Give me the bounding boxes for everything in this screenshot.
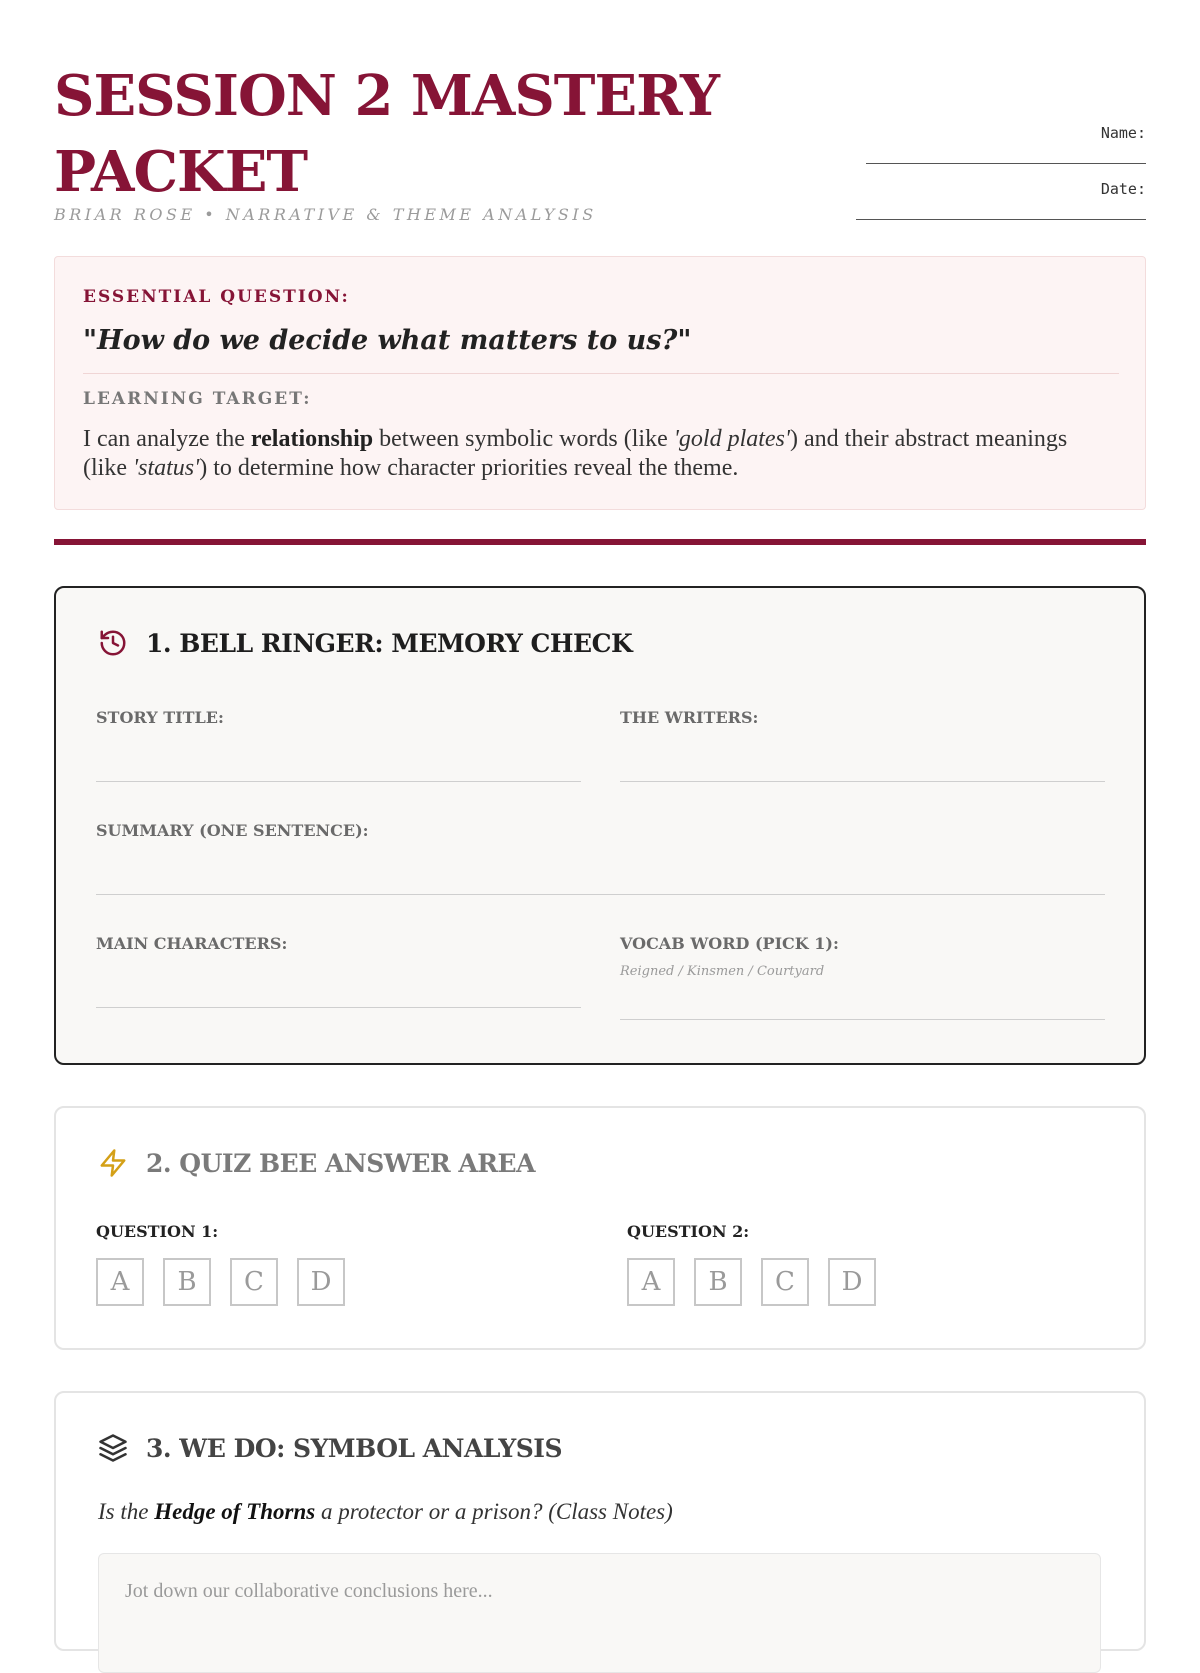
bell-ringer-card xyxy=(54,586,1146,1065)
vocab-word-label: VOCAB WORD (PICK 1): xyxy=(620,934,839,953)
question-2-label: QUESTION 2: xyxy=(627,1222,750,1241)
question-1-choice-a[interactable]: A xyxy=(96,1258,144,1306)
vocab-word-input[interactable] xyxy=(620,1019,1105,1020)
summary-input[interactable] xyxy=(96,894,1105,895)
question-1-choice-d[interactable]: D xyxy=(297,1258,345,1306)
writers-input[interactable] xyxy=(620,781,1105,782)
summary-label: SUMMARY (ONE SENTENCE): xyxy=(96,821,369,840)
quiz-bee-card xyxy=(54,1106,1146,1350)
learning-target-label: LEARNING TARGET: xyxy=(83,389,312,409)
divider xyxy=(83,373,1119,374)
symbol-analysis-card xyxy=(54,1391,1146,1651)
writers-label: THE WRITERS: xyxy=(620,708,759,727)
question-1-choice-c[interactable]: C xyxy=(230,1258,278,1306)
main-characters-label: MAIN CHARACTERS: xyxy=(96,934,288,953)
essential-question-label: ESSENTIAL QUESTION: xyxy=(83,287,350,307)
class-notes-textarea[interactable]: Jot down our collaborative conclusions here... xyxy=(98,1553,1101,1673)
story-title-label: STORY TITLE: xyxy=(96,708,224,727)
symbol-analysis-prompt: Is the Hedge of Thorns a protector or a prison? (Class Notes) xyxy=(98,1499,673,1524)
question-2-choice-a[interactable]: A xyxy=(627,1258,675,1306)
question-2-choice-c[interactable]: C xyxy=(761,1258,809,1306)
question-1-label: QUESTION 1: xyxy=(96,1222,219,1241)
question-2-choice-b[interactable]: B xyxy=(694,1258,742,1306)
date-label: Date: xyxy=(1100,180,1146,198)
lightning-icon xyxy=(98,1148,128,1178)
bell-ringer-heading: 1. BELL RINGER: MEMORY CHECK xyxy=(98,628,632,658)
learning-target-text: I can analyze the relationship between symbolic words (like 'gold plates') and their abstract meanings (like 'status') to determine how character priorities reveal the theme. xyxy=(83,426,1068,481)
history-icon xyxy=(98,628,128,658)
layers-icon xyxy=(98,1433,128,1463)
date-field[interactable] xyxy=(856,219,1146,220)
name-label: Name: xyxy=(1100,124,1146,142)
page-title: SESSION 2 MASTERY PACKET xyxy=(54,63,719,205)
essential-question-text: "How do we decide what matters to us?" xyxy=(83,325,692,356)
section-divider-rule xyxy=(54,539,1146,545)
essential-question-box xyxy=(54,256,1146,510)
vocab-word-options: Reigned / Kinsmen / Courtyard xyxy=(620,964,825,979)
story-title-input[interactable] xyxy=(96,781,581,782)
main-characters-input[interactable] xyxy=(96,1007,581,1008)
question-2-choice-d[interactable]: D xyxy=(828,1258,876,1306)
quiz-bee-heading: 2. QUIZ BEE ANSWER AREA xyxy=(98,1148,535,1178)
page-subtitle: BRIAR ROSE • NARRATIVE & THEME ANALYSIS xyxy=(54,205,597,224)
question-1-choice-b[interactable]: B xyxy=(163,1258,211,1306)
name-field[interactable] xyxy=(866,163,1146,164)
symbol-analysis-heading: 3. WE DO: SYMBOL ANALYSIS xyxy=(98,1433,562,1463)
